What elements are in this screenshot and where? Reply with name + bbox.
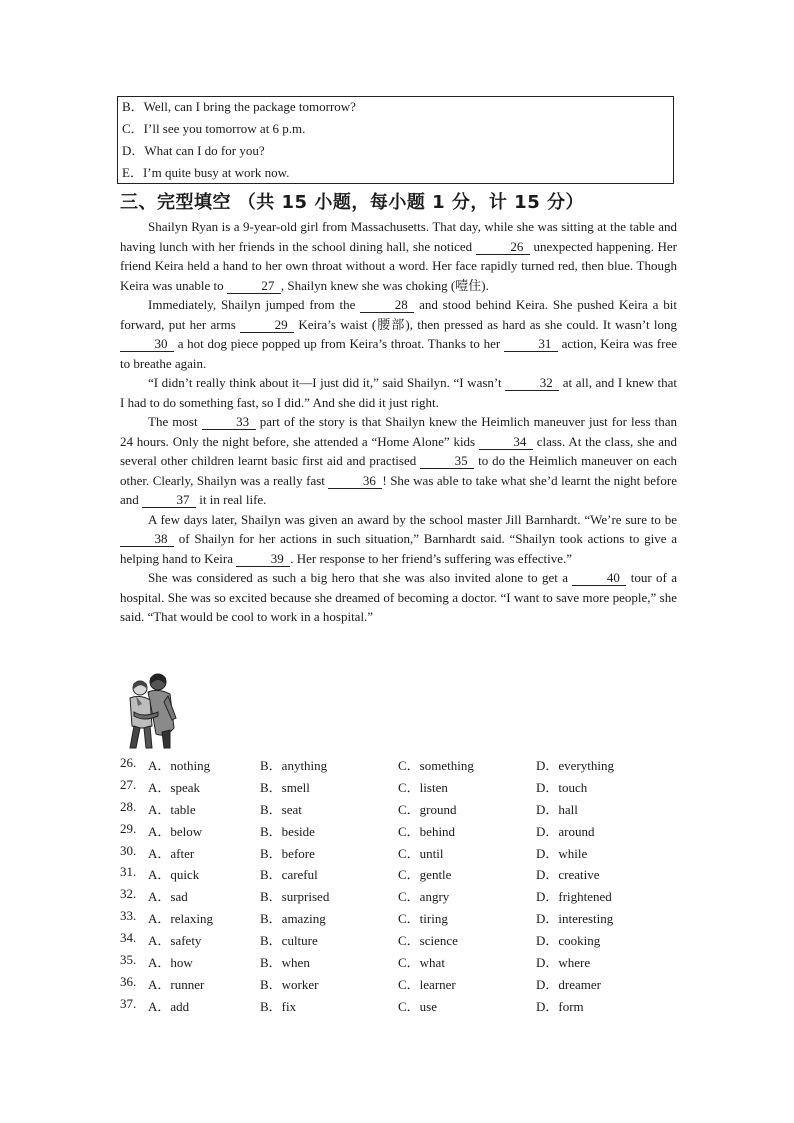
choice-row-32 (120, 886, 680, 908)
passage-text: part of the story is that Shailyn knew the Heimlich maneuver just for less than 24 hours. Only the night before, she attended a “Home Alone” kids (120, 414, 677, 449)
choice-d: D．hall (536, 801, 578, 817)
question-number: 35. (120, 952, 137, 968)
choice-row-31 (120, 864, 680, 886)
choice-a: A．nothing (148, 758, 211, 773)
choice-c: C．angry (398, 889, 450, 905)
choice-a: A．runner (148, 976, 205, 992)
blank-35: 35 (420, 454, 474, 469)
question-number: 29. (120, 820, 137, 836)
choice-d: D．creative (536, 867, 600, 883)
blank-29: 29 (240, 318, 294, 333)
choice-a: A．how (148, 955, 193, 971)
choice-row-37 (120, 996, 680, 1018)
passage-text: The most (148, 414, 202, 429)
question-number: 27. (120, 776, 137, 792)
choice-d: D．frightened (536, 889, 612, 905)
paragraph-5 (120, 510, 677, 569)
passage-text: Shailyn Ryan is a 9-year-old girl from Massachusetts. That day, while she was sitting at the table and having lunch with her friends in the school dining hall, she noticed (120, 219, 677, 254)
choice-a: A．table (148, 801, 196, 817)
blank-27: 27 (227, 279, 281, 294)
choice-c: C．use (398, 998, 438, 1014)
choice-c: C．something (398, 758, 474, 773)
passage-text: She was considered as such a big hero that she was also invited alone to get a (148, 570, 573, 585)
blank-39: 39 (236, 552, 290, 567)
choice-b: B．smell (260, 779, 310, 795)
passage-text: and stood behind Keira. She pushed Keira a bit forward, put her arms (120, 297, 677, 332)
choice-b: B．anything (260, 758, 328, 773)
choice-a: A．add (148, 998, 190, 1014)
choice-c: C．science (398, 933, 458, 949)
choice-c: C．listen (398, 779, 448, 795)
paragraph-4 (120, 412, 677, 510)
choice-b: B．surprised (260, 889, 330, 905)
answer-choices (120, 755, 680, 1018)
passage-text: to do the Heimlich maneuver on each other. Clearly, Shailyn was a really fast (120, 453, 678, 488)
passage-text: ! She was able to take what she’d learnt the night before and (120, 472, 677, 507)
passage-text: at all, and I knew that I had to do something fast, so I did.” And she did it just right. (120, 375, 677, 410)
choice-b: B．culture (260, 933, 318, 949)
choice-row-30 (120, 843, 680, 865)
option-c: C．I’ll see you tomorrow at 6 p.m. (122, 121, 306, 136)
choice-row-27 (120, 777, 680, 799)
choice-d: D．everything (536, 758, 614, 773)
choice-c: C．learner (398, 976, 456, 992)
choice-a: A．below (148, 823, 203, 839)
choice-b: B．before (260, 845, 315, 861)
blank-28: 28 (360, 298, 414, 313)
choice-d: D．dreamer (536, 976, 601, 992)
choice-b: B．worker (260, 976, 319, 992)
choice-b: B．fix (260, 998, 297, 1014)
choice-a: A．sad (148, 889, 188, 905)
cloze-passage (120, 217, 677, 627)
choice-row-34 (120, 930, 680, 952)
blank-40: 40 (572, 571, 626, 586)
question-number: 31. (120, 864, 137, 880)
choice-c: C．until (398, 845, 444, 861)
passage-text: , Shailyn knew she was choking (噎住). (280, 277, 489, 293)
choice-d: D．cooking (536, 933, 601, 949)
paragraph-6 (120, 568, 677, 627)
choice-row-29 (120, 821, 680, 843)
choice-b: B．careful (260, 867, 318, 883)
question-number: 36. (120, 973, 137, 989)
passage-text: it in real life. (196, 492, 267, 507)
choice-c: C．ground (398, 801, 457, 817)
choice-row-26 (120, 755, 680, 777)
blank-36: 36 (328, 474, 382, 489)
paragraph-1 (120, 217, 677, 295)
choice-row-33 (120, 908, 680, 930)
choice-a: A．after (148, 845, 195, 861)
question-number: 34. (120, 930, 137, 946)
blank-30: 30 (120, 337, 174, 352)
passage-text: “I didn’t really think about it—I just did it,” said Shailyn. “I wasn’t (148, 375, 506, 390)
passage-text: Keira’s waist (腰部), then pressed as hard as she could. It wasn’t long (294, 316, 677, 332)
passage-text: class. At the class, she and several other children learnt basic first aid and practised (120, 433, 678, 468)
passage-text: Immediately, Shailyn jumped from the (148, 297, 361, 312)
heimlich-illustration (118, 668, 182, 750)
choice-c: C．tiring (398, 911, 448, 927)
passage-text: tour of a hospital. She was so excited because she dreamed of becoming a doctor. “I want to save more people,” she said. “That would be cool to work in a hospital.” (120, 570, 677, 624)
option-b: B．Well, can I bring the package tomorrow? (122, 99, 356, 114)
question-number: 37. (120, 995, 137, 1011)
choice-d: D．around (536, 823, 595, 839)
passage-text: of Shailyn for her actions in such situation,” Barnhardt said. “Shailyn took actions to give a helping hand to Keira (120, 531, 677, 566)
choice-a: A．speak (148, 779, 200, 795)
question-number: 30. (120, 842, 137, 858)
blank-38: 38 (120, 532, 174, 547)
question-number: 28. (120, 798, 137, 814)
choice-d: D．form (536, 998, 584, 1014)
paragraph-3 (120, 373, 677, 412)
passage-text: a hot dog piece popped up from Keira’s throat. Thanks to her (174, 336, 504, 351)
choice-row-36 (120, 974, 680, 996)
choice-d: D．while (536, 845, 588, 861)
passage-text: . Her response to her friend’s suffering was effective.” (290, 550, 573, 566)
paragraph-2 (120, 295, 677, 373)
section-title: 三、完型填空 （共 15 小题，每小题 1 分，计 15 分） (120, 192, 584, 213)
dialogue-options-box (117, 96, 674, 184)
choice-b: B．seat (260, 801, 302, 817)
passage-text: A few days later, Shailyn was given an award by the school master Jill Barnhardt. “We’re sure to be (148, 511, 677, 527)
choice-d: D．touch (536, 779, 588, 795)
passage-text: unexpected happening. Her friend Keira held a hand to her own throat without a word. Her face rapidly turned red, then blue. Though Keira was unable to (120, 238, 677, 293)
choice-c: C．what (398, 955, 445, 971)
choice-b: B．beside (260, 823, 315, 839)
blank-34: 34 (479, 435, 533, 450)
choice-row-35 (120, 952, 680, 974)
question-number: 32. (120, 886, 137, 902)
choice-d: D．interesting (536, 911, 614, 927)
option-d: D．What can I do for you? (122, 143, 265, 158)
choice-a: A．safety (148, 933, 202, 949)
blank-31: 31 (504, 337, 558, 352)
choice-a: A．relaxing (148, 911, 213, 927)
blank-32: 32 (505, 376, 559, 391)
choice-a: A．quick (148, 867, 200, 883)
choice-d: D．where (536, 955, 591, 971)
blank-37: 37 (142, 493, 196, 508)
choice-c: C．gentle (398, 867, 452, 883)
choice-row-28 (120, 799, 680, 821)
question-number: 33. (120, 908, 137, 924)
choice-b: B．amazing (260, 911, 326, 927)
blank-26: 26 (476, 240, 530, 255)
question-number: 26. (120, 755, 137, 770)
choice-c: C．behind (398, 823, 456, 839)
blank-33: 33 (202, 415, 256, 430)
option-e: E．I’m quite busy at work now. (122, 165, 290, 180)
heimlich-illustration-svg (118, 668, 182, 750)
passage-text: action, Keira was free to breathe again. (120, 336, 677, 371)
choice-b: B．when (260, 955, 310, 971)
